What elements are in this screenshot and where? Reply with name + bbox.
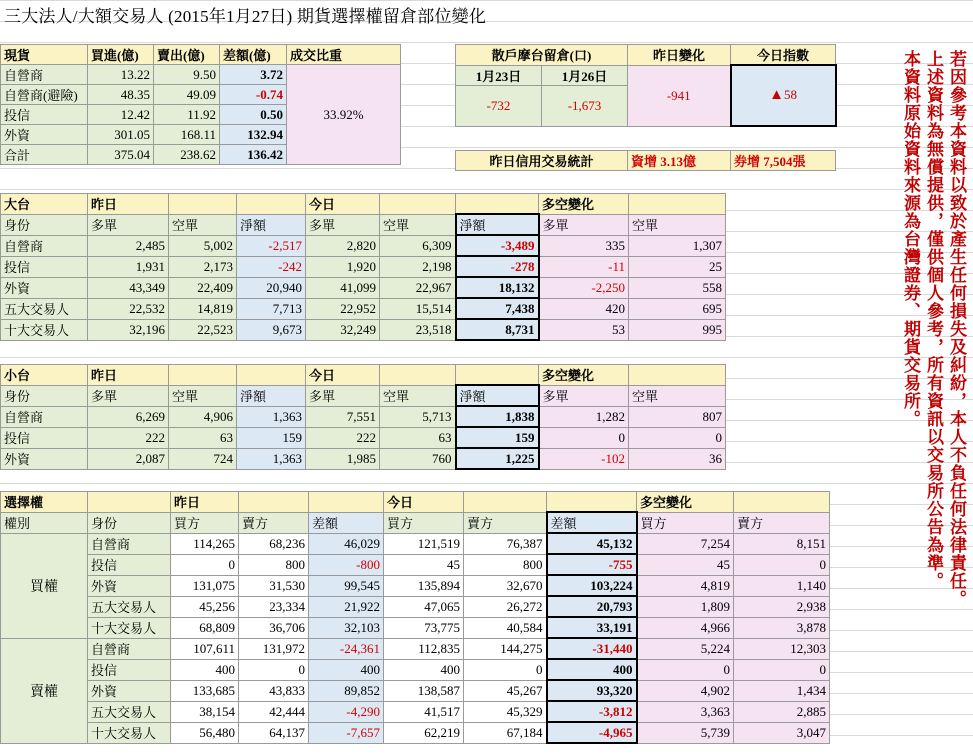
put-label: 賣權 xyxy=(1,638,88,743)
spot-header-buy: 買進(億) xyxy=(88,45,154,65)
table-row xyxy=(1,554,830,575)
today-diff: -755 xyxy=(547,554,637,575)
short-label: 空單 xyxy=(380,385,456,406)
yesterday-short: 22,523 xyxy=(169,319,237,340)
change-long: 53 xyxy=(539,319,629,340)
retail-header-row xyxy=(456,45,836,66)
today-diff: 20,793 xyxy=(547,596,637,617)
disclaimer-col-3: 本資料原始資料來源為台灣證券、期貨交易所。 xyxy=(901,50,920,428)
yesterday-diff: 32,103 xyxy=(309,617,384,638)
short-label: 空單 xyxy=(380,214,456,235)
row-identity: 五大交易人 xyxy=(88,701,171,722)
net-label: 淨額 xyxy=(456,385,539,406)
today-diff: 400 xyxy=(547,659,637,680)
yesterday-long: 222 xyxy=(88,427,169,448)
today-short: 2,198 xyxy=(380,256,456,277)
long-label: 多單 xyxy=(306,385,380,406)
retail-index-label: 今日指數 xyxy=(731,45,836,66)
row-identity: 自營商 xyxy=(88,638,171,659)
big-label: 大台 xyxy=(1,194,88,215)
yesterday-short: 14,819 xyxy=(169,298,237,319)
table-row xyxy=(1,659,830,680)
change-buy: 1,809 xyxy=(637,596,734,617)
net-label: 淨額 xyxy=(237,385,306,406)
yesterday-buy: 68,809 xyxy=(171,617,239,638)
change-sell: 2,938 xyxy=(734,596,830,617)
yesterday-net: -242 xyxy=(237,256,306,277)
options-label: 選擇權 xyxy=(1,492,88,513)
change-buy: 5,224 xyxy=(637,638,734,659)
today-short: 5,713 xyxy=(380,406,456,427)
yesterday-sell: 0 xyxy=(239,659,309,680)
spot-row-buy: 301.05 xyxy=(88,125,154,145)
yesterday-buy: 131,075 xyxy=(171,575,239,596)
yesterday-buy: 0 xyxy=(171,554,239,575)
spot-row-name: 外資 xyxy=(1,125,88,145)
yesterday-sell: 36,706 xyxy=(239,617,309,638)
today-net: 1,838 xyxy=(456,406,539,427)
row-identity: 自營商 xyxy=(88,533,171,554)
spot-row-sell: 11.92 xyxy=(154,105,220,125)
table-row xyxy=(1,277,726,298)
spot-row-name: 投信 xyxy=(1,105,88,125)
yesterday-diff: 89,852 xyxy=(309,680,384,701)
yesterday-sell: 800 xyxy=(239,554,309,575)
big-taiex-table xyxy=(0,193,726,341)
today-net: 18,132 xyxy=(456,277,539,298)
yesterday-label: 昨日 xyxy=(171,492,239,513)
change-short: 36 xyxy=(629,448,726,469)
today-buy: 41,517 xyxy=(384,701,464,722)
row-identity: 投信 xyxy=(88,659,171,680)
change-label: 多空變化 xyxy=(539,194,629,215)
retail-index-value: 58 xyxy=(783,87,797,102)
call-label: 買權 xyxy=(1,533,88,638)
options-table xyxy=(0,491,830,744)
change-long: -102 xyxy=(539,448,629,469)
change-buy: 0 xyxy=(637,659,734,680)
big-subheader-row xyxy=(1,214,726,235)
spot-row-sell: 168.11 xyxy=(154,125,220,145)
table-row xyxy=(1,596,830,617)
today-sell: 76,387 xyxy=(464,533,547,554)
today-net: 7,438 xyxy=(456,298,539,319)
today-long: 222 xyxy=(306,427,380,448)
change-short: 1,307 xyxy=(629,235,726,256)
today-long: 1,920 xyxy=(306,256,380,277)
row-identity: 自營商 xyxy=(1,406,88,427)
change-buy: 5,739 xyxy=(637,722,734,743)
table-row xyxy=(1,575,830,596)
today-sell: 26,272 xyxy=(464,596,547,617)
change-sell: 1,434 xyxy=(734,680,830,701)
table-row xyxy=(1,256,726,277)
spot-row-buy: 375.04 xyxy=(88,145,154,165)
yesterday-short: 63 xyxy=(169,427,237,448)
buy-label: 買方 xyxy=(171,512,239,533)
yesterday-sell: 64,137 xyxy=(239,722,309,743)
table-row xyxy=(1,406,726,427)
spot-row-diff: 136.42 xyxy=(220,145,287,165)
today-short: 63 xyxy=(380,427,456,448)
yesterday-sell: 43,833 xyxy=(239,680,309,701)
change-label: 多空變化 xyxy=(539,365,629,386)
yesterday-sell: 23,334 xyxy=(239,596,309,617)
spot-row-diff: 3.72 xyxy=(220,65,287,85)
options-header-row xyxy=(1,492,830,513)
table-row xyxy=(1,722,830,743)
yesterday-net: 1,363 xyxy=(237,448,306,469)
yesterday-short: 5,002 xyxy=(169,235,237,256)
yesterday-long: 6,269 xyxy=(88,406,169,427)
spot-row-diff: -0.74 xyxy=(220,85,287,105)
today-diff: -31,440 xyxy=(547,638,637,659)
retail-table xyxy=(455,44,837,127)
yesterday-sell: 31,530 xyxy=(239,575,309,596)
yesterday-diff: 400 xyxy=(309,659,384,680)
spot-row-name: 合計 xyxy=(1,145,88,165)
buy-label: 買方 xyxy=(384,512,464,533)
change-short: 558 xyxy=(629,277,726,298)
yesterday-buy: 56,480 xyxy=(171,722,239,743)
mini-header-row xyxy=(1,365,726,386)
today-sell: 67,184 xyxy=(464,722,547,743)
credit-label: 昨日信用交易統計 xyxy=(456,151,628,171)
today-diff: -3,812 xyxy=(547,701,637,722)
today-buy: 45 xyxy=(384,554,464,575)
table-row xyxy=(456,65,836,85)
retail-change-label: 昨日變化 xyxy=(628,45,731,66)
change-long: -11 xyxy=(539,256,629,277)
today-diff: -4,965 xyxy=(547,722,637,743)
table-row xyxy=(1,638,830,659)
change-sell: 3,878 xyxy=(734,617,830,638)
triangle-up-icon: ▲ xyxy=(769,87,784,103)
identity-label: 身份 xyxy=(88,512,171,533)
row-identity: 五大交易人 xyxy=(88,596,171,617)
disclaimer-col-2: 上述資料為無償提供，僅供個人參考，所有資訊以交易所公告為準。 xyxy=(924,50,943,590)
table-row xyxy=(1,427,726,448)
today-sell: 40,584 xyxy=(464,617,547,638)
row-identity: 外資 xyxy=(88,575,171,596)
row-identity: 投信 xyxy=(1,256,88,277)
table-row xyxy=(1,701,830,722)
spot-row-diff: 0.50 xyxy=(220,105,287,125)
spot-header-ratio: 成交比重 xyxy=(287,45,401,65)
retail-header: 散戶摩台留倉(口) xyxy=(456,45,628,66)
table-row xyxy=(1,65,401,85)
change-buy: 7,254 xyxy=(637,533,734,554)
credit-short: 券增 7,504張 xyxy=(731,151,836,171)
row-identity: 十大交易人 xyxy=(88,722,171,743)
today-long: 22,952 xyxy=(306,298,380,319)
today-sell: 32,670 xyxy=(464,575,547,596)
change-sell: 1,140 xyxy=(734,575,830,596)
retail-index-cell xyxy=(731,65,836,126)
row-identity: 外資 xyxy=(1,448,88,469)
table-row xyxy=(1,680,830,701)
diff-label: 差額 xyxy=(547,512,637,533)
retail-date-1: 1月23日 xyxy=(456,65,542,85)
yesterday-buy: 107,611 xyxy=(171,638,239,659)
yesterday-sell: 131,972 xyxy=(239,638,309,659)
today-buy: 400 xyxy=(384,659,464,680)
retail-value-2: -1,673 xyxy=(542,85,628,126)
net-label: 淨額 xyxy=(237,214,306,235)
yesterday-diff: 46,029 xyxy=(309,533,384,554)
identity-label: 身份 xyxy=(1,214,88,235)
today-diff: 45,132 xyxy=(547,533,637,554)
today-net: -278 xyxy=(456,256,539,277)
row-identity: 投信 xyxy=(1,427,88,448)
table-row xyxy=(1,533,830,554)
yesterday-net: 7,713 xyxy=(237,298,306,319)
short-label: 空單 xyxy=(629,214,726,235)
disclaimer-col-1: 若因參考本資料以致於產生任何損失及糾紛，本人不負任何法律責任。 xyxy=(947,50,966,608)
table-row xyxy=(1,235,726,256)
today-label: 今日 xyxy=(306,365,380,386)
page-title: 三大法人/大額交易人 (2015年1月27日) 期貨選擇權留倉部位變化 xyxy=(4,7,487,26)
spot-header-diff: 差額(億) xyxy=(220,45,287,65)
spot-row-buy: 13.22 xyxy=(88,65,154,85)
yesterday-long: 2,485 xyxy=(88,235,169,256)
today-diff: 33,191 xyxy=(547,617,637,638)
spot-header-row xyxy=(1,45,401,65)
yesterday-long: 43,349 xyxy=(88,277,169,298)
yesterday-buy: 45,256 xyxy=(171,596,239,617)
today-net: 8,731 xyxy=(456,319,539,340)
spot-row-sell: 49.09 xyxy=(154,85,220,105)
yesterday-diff: 21,922 xyxy=(309,596,384,617)
spot-ratio-value: 33.92% xyxy=(287,65,401,165)
today-short: 760 xyxy=(380,448,456,469)
spot-row-sell: 238.62 xyxy=(154,145,220,165)
today-short: 22,967 xyxy=(380,277,456,298)
spot-row-sell: 9.50 xyxy=(154,65,220,85)
today-short: 6,309 xyxy=(380,235,456,256)
credit-table xyxy=(455,150,836,171)
change-sell: 0 xyxy=(734,659,830,680)
change-buy: 3,363 xyxy=(637,701,734,722)
yesterday-short: 22,409 xyxy=(169,277,237,298)
yesterday-net: 1,363 xyxy=(237,406,306,427)
change-buy: 4,819 xyxy=(637,575,734,596)
change-sell: 3,047 xyxy=(734,722,830,743)
spot-row-buy: 12.42 xyxy=(88,105,154,125)
change-long: 335 xyxy=(539,235,629,256)
diff-label: 差額 xyxy=(309,512,384,533)
yesterday-short: 4,906 xyxy=(169,406,237,427)
table-row xyxy=(1,319,726,340)
today-net: -3,489 xyxy=(456,235,539,256)
today-sell: 800 xyxy=(464,554,547,575)
mini-subheader-row xyxy=(1,385,726,406)
yesterday-long: 22,532 xyxy=(88,298,169,319)
today-long: 2,820 xyxy=(306,235,380,256)
identity-label: 身份 xyxy=(1,385,88,406)
spot-header-sell: 賣出(億) xyxy=(154,45,220,65)
short-label: 空單 xyxy=(629,385,726,406)
yesterday-diff: -800 xyxy=(309,554,384,575)
row-identity: 五大交易人 xyxy=(1,298,88,319)
retail-change-value: -941 xyxy=(628,65,731,126)
yesterday-label: 昨日 xyxy=(88,194,169,215)
yesterday-sell: 42,444 xyxy=(239,701,309,722)
today-label: 今日 xyxy=(306,194,380,215)
options-subheader-row xyxy=(1,512,830,533)
today-sell: 0 xyxy=(464,659,547,680)
change-short: 995 xyxy=(629,319,726,340)
retail-date-2: 1月26日 xyxy=(542,65,628,85)
today-sell: 45,329 xyxy=(464,701,547,722)
today-buy: 73,775 xyxy=(384,617,464,638)
change-sell: 8,151 xyxy=(734,533,830,554)
yesterday-net: 159 xyxy=(237,427,306,448)
yesterday-short: 2,173 xyxy=(169,256,237,277)
spot-row-name: 自營商 xyxy=(1,65,88,85)
change-long: 420 xyxy=(539,298,629,319)
today-net: 1,225 xyxy=(456,448,539,469)
today-sell: 144,275 xyxy=(464,638,547,659)
category-label: 權別 xyxy=(1,512,88,533)
yesterday-buy: 400 xyxy=(171,659,239,680)
change-sell: 2,885 xyxy=(734,701,830,722)
today-buy: 138,587 xyxy=(384,680,464,701)
spot-row-diff: 132.94 xyxy=(220,125,287,145)
today-sell: 45,267 xyxy=(464,680,547,701)
change-long: 0 xyxy=(539,427,629,448)
yesterday-buy: 114,265 xyxy=(171,533,239,554)
row-identity: 十大交易人 xyxy=(1,319,88,340)
today-net: 159 xyxy=(456,427,539,448)
today-buy: 121,519 xyxy=(384,533,464,554)
today-diff: 103,224 xyxy=(547,575,637,596)
row-identity: 投信 xyxy=(88,554,171,575)
change-short: 807 xyxy=(629,406,726,427)
yesterday-net: 20,940 xyxy=(237,277,306,298)
today-long: 41,099 xyxy=(306,277,380,298)
change-sell: 0 xyxy=(734,554,830,575)
spot-table xyxy=(0,44,401,165)
today-long: 32,249 xyxy=(306,319,380,340)
yesterday-long: 32,196 xyxy=(88,319,169,340)
spot-row-buy: 48.35 xyxy=(88,85,154,105)
yesterday-long: 2,087 xyxy=(88,448,169,469)
yesterday-diff: -4,290 xyxy=(309,701,384,722)
change-short: 695 xyxy=(629,298,726,319)
yesterday-buy: 133,685 xyxy=(171,680,239,701)
long-label: 多單 xyxy=(539,214,629,235)
table-row xyxy=(1,617,830,638)
spot-row-name: 自營商(避險) xyxy=(1,85,88,105)
yesterday-net: 9,673 xyxy=(237,319,306,340)
change-buy: 45 xyxy=(637,554,734,575)
yesterday-sell: 68,236 xyxy=(239,533,309,554)
big-header-row xyxy=(1,194,726,215)
mini-taiex-table xyxy=(0,364,726,470)
today-long: 1,985 xyxy=(306,448,380,469)
today-diff: 93,320 xyxy=(547,680,637,701)
row-identity: 十大交易人 xyxy=(88,617,171,638)
short-label: 空單 xyxy=(169,385,237,406)
buy-label: 買方 xyxy=(637,512,734,533)
net-label: 淨額 xyxy=(456,214,539,235)
change-sell: 12,303 xyxy=(734,638,830,659)
today-label: 今日 xyxy=(384,492,464,513)
retail-value-1: -732 xyxy=(456,85,542,126)
today-buy: 62,219 xyxy=(384,722,464,743)
change-label: 多空變化 xyxy=(637,492,734,513)
long-label: 多單 xyxy=(88,214,169,235)
table-row xyxy=(1,298,726,319)
yesterday-diff: -7,657 xyxy=(309,722,384,743)
yesterday-diff: -24,361 xyxy=(309,638,384,659)
short-label: 空單 xyxy=(169,214,237,235)
row-identity: 自營商 xyxy=(1,235,88,256)
change-buy: 4,966 xyxy=(637,617,734,638)
yesterday-short: 724 xyxy=(169,448,237,469)
spot-header-label: 現貨 xyxy=(1,45,88,65)
long-label: 多單 xyxy=(88,385,169,406)
today-buy: 135,894 xyxy=(384,575,464,596)
change-short: 0 xyxy=(629,427,726,448)
yesterday-buy: 38,154 xyxy=(171,701,239,722)
change-buy: 4,902 xyxy=(637,680,734,701)
change-long: -2,250 xyxy=(539,277,629,298)
change-short: 25 xyxy=(629,256,726,277)
today-short: 23,518 xyxy=(380,319,456,340)
row-identity: 外資 xyxy=(1,277,88,298)
yesterday-label: 昨日 xyxy=(88,365,169,386)
sell-label: 賣方 xyxy=(734,512,830,533)
mini-label: 小台 xyxy=(1,365,88,386)
table-row xyxy=(1,448,726,469)
long-label: 多單 xyxy=(539,385,629,406)
table-row xyxy=(456,151,836,171)
row-identity: 外資 xyxy=(88,680,171,701)
yesterday-long: 1,931 xyxy=(88,256,169,277)
credit-financing: 資增 3.13億 xyxy=(628,151,731,171)
today-buy: 47,065 xyxy=(384,596,464,617)
long-label: 多單 xyxy=(306,214,380,235)
sell-label: 賣方 xyxy=(239,512,309,533)
yesterday-net: -2,517 xyxy=(237,235,306,256)
today-short: 15,514 xyxy=(380,298,456,319)
change-long: 1,282 xyxy=(539,406,629,427)
sell-label: 賣方 xyxy=(464,512,547,533)
today-long: 7,551 xyxy=(306,406,380,427)
yesterday-diff: 99,545 xyxy=(309,575,384,596)
today-buy: 112,835 xyxy=(384,638,464,659)
